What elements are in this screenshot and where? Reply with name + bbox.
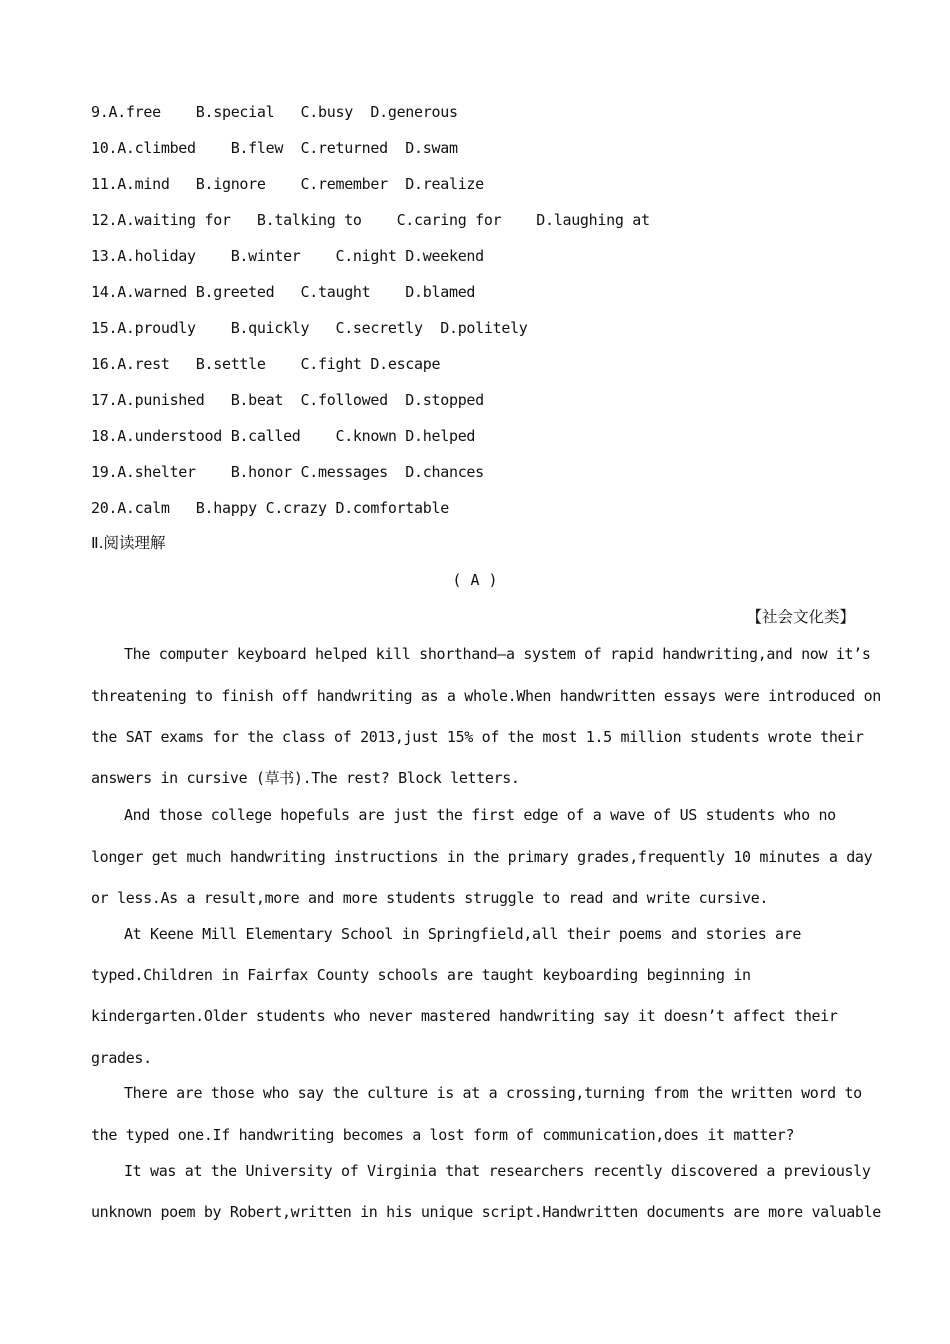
passage-line: longer get much handwriting instructions in the primary grades,frequently 10 minutes a day <box>91 848 873 866</box>
passage-marker: ( A ) <box>452 571 498 589</box>
option-row-18: 18.A.understood B.called C.known D.helped <box>91 427 476 445</box>
passage-line: It was at the University of Virginia that researchers recently discovered a previously <box>124 1162 871 1180</box>
option-row-19: 19.A.shelter B.honor C.messages D.chances <box>91 463 484 481</box>
passage-line: answers in cursive (草书).The rest? Block letters. <box>91 769 520 787</box>
passage-line: unknown poem by Robert,written in his unique script.Handwritten documents are more valuable <box>91 1203 881 1221</box>
passage-line: threatening to finish off handwriting as a whole.When handwritten essays were introduced on <box>91 687 881 705</box>
option-row-9: 9.A.free B.special C.busy D.generous <box>91 103 458 121</box>
option-row-10: 10.A.climbed B.flew C.returned D.swam <box>91 139 458 157</box>
option-row-14: 14.A.warned B.greeted C.taught D.blamed <box>91 283 476 301</box>
passage-line: typed.Children in Fairfax County schools are taught keyboarding beginning in <box>91 966 751 984</box>
passage-line: At Keene Mill Elementary School in Springfield,all their poems and stories are <box>124 925 802 943</box>
option-row-20: 20.A.calm B.happy C.crazy D.comfortable <box>91 499 449 517</box>
passage-line: the typed one.If handwriting becomes a lost form of communication,does it matter? <box>91 1126 795 1144</box>
passage-line: The computer keyboard helped kill shorthand—a system of rapid handwriting,and now it’s <box>124 645 871 663</box>
option-row-11: 11.A.mind B.ignore C.remember D.realize <box>91 175 484 193</box>
passage-line: And those college hopefuls are just the first edge of a wave of US students who no <box>124 806 836 824</box>
option-row-16: 16.A.rest B.settle C.fight D.escape <box>91 355 441 373</box>
passage-line: or less.As a result,more and more students struggle to read and write cursive. <box>91 889 769 907</box>
option-row-12: 12.A.waiting for B.talking to C.caring for D.laughing at <box>91 211 650 229</box>
passage-line: the SAT exams for the class of 2013,just 15% of the most 1.5 million students wrote their <box>91 728 864 746</box>
passage-line: There are those who say the culture is at a crossing,turning from the written word to <box>124 1084 862 1102</box>
passage-line: kindergarten.Older students who never mastered handwriting say it doesn’t affect their <box>91 1007 838 1025</box>
passage-line: grades. <box>91 1049 152 1067</box>
option-row-17: 17.A.punished B.beat C.followed D.stopped <box>91 391 484 409</box>
section-heading: Ⅱ.阅读理解 <box>91 534 166 552</box>
category-tag: 【社会文化类】 <box>746 608 855 626</box>
option-row-13: 13.A.holiday B.winter C.night D.weekend <box>91 247 484 265</box>
option-row-15: 15.A.proudly B.quickly C.secretly D.politely <box>91 319 528 337</box>
